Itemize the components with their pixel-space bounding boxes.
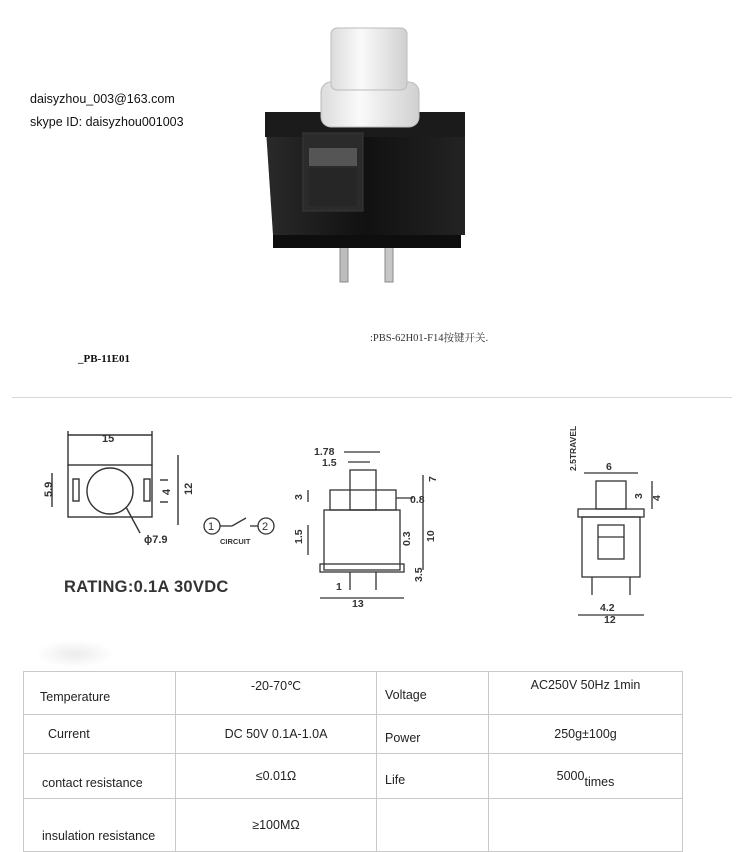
model-code: _PB-11E01: [78, 353, 130, 365]
table-row: [24, 672, 683, 715]
circuit-node-2: 2: [262, 521, 269, 533]
table-row: [24, 799, 683, 852]
side-d2: 3: [633, 493, 645, 499]
front-d5: 7: [427, 476, 439, 482]
front-d11: 13: [352, 598, 364, 610]
contact-email: daisyzhou_003@163.com: [30, 92, 175, 106]
front-d1: 1.78: [314, 446, 335, 458]
dim-diameter: ϕ7.9: [144, 534, 168, 545]
front-d6: 1.5: [293, 529, 305, 544]
front-d7: 0.3: [401, 531, 413, 546]
life-value: [489, 754, 683, 799]
rating-text: RATING:0.1A 30VDC: [64, 578, 229, 596]
front-d3: 3: [293, 494, 305, 500]
power-value: 250g±100g: [489, 715, 683, 754]
life-value-unit: times: [584, 775, 615, 789]
voltage-label: Voltage: [377, 672, 489, 715]
switch-photo: [255, 20, 480, 290]
front-d4: 0.8: [410, 494, 425, 506]
section-divider: [12, 397, 732, 398]
temperature-value: -20-70℃: [176, 672, 377, 715]
table-row: [24, 715, 683, 754]
contact-resistance-label: contact resistance: [24, 754, 176, 799]
side-view-drawing: [556, 415, 666, 625]
dim-width: 15: [102, 433, 115, 445]
voltage-value: AC250V 50Hz 1min: [489, 672, 683, 715]
contact-resistance-value: ≤0.01Ω: [176, 754, 377, 799]
circuit-symbol: [196, 512, 286, 552]
dim-left: 5.9: [43, 481, 55, 497]
temperature-label: Temperature: [24, 672, 176, 715]
side-d1: 6: [606, 461, 612, 473]
table-row: [24, 754, 683, 799]
empty-cell: [377, 799, 489, 852]
smudge-mark: [35, 640, 115, 668]
side-d3: 4: [651, 495, 663, 501]
product-caption: :PBS-62H01-F14按键开关.: [370, 333, 489, 344]
front-d9: 3.5: [413, 567, 425, 582]
front-d10: 1: [336, 581, 342, 593]
dim-right-a: 4: [161, 488, 173, 495]
empty-cell: [489, 799, 683, 852]
circuit-node-1: 1: [208, 521, 215, 533]
dim-right-b: 12: [183, 482, 195, 495]
spec-table: [23, 671, 683, 852]
life-value-number: 5000: [556, 769, 585, 783]
life-label: Life: [377, 754, 489, 799]
circuit-label: CIRCUIT: [220, 537, 251, 546]
current-label: Current: [24, 715, 176, 754]
front-view-drawing: [288, 440, 448, 610]
current-value: DC 50V 0.1A-1.0A: [176, 715, 377, 754]
insulation-resistance-value: ≥100MΩ: [176, 799, 377, 852]
front-d8: 10: [425, 530, 437, 542]
insulation-resistance-label: insulation resistance: [24, 799, 176, 852]
side-d5: 12: [604, 614, 616, 625]
side-travel: 2.5TRAVEL: [568, 425, 578, 471]
contact-skype: skype ID: daisyzhou001003: [30, 115, 184, 129]
top-view-drawing: [40, 425, 200, 545]
power-label: Power: [377, 715, 489, 754]
front-d2: 1.5: [322, 457, 337, 469]
side-d4: 4.2: [600, 602, 615, 614]
